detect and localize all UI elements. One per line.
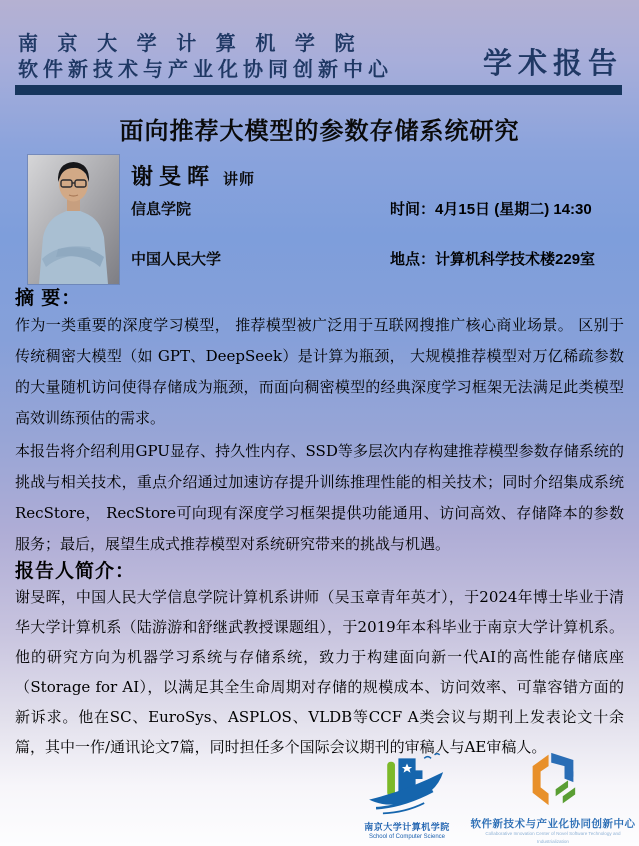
location-label: 地点： xyxy=(390,251,436,268)
nju-cs-logo-caption-cn: 南京大学计算机学院 xyxy=(364,822,450,832)
abstract-body xyxy=(15,310,624,562)
abstract-heading: 摘 要： xyxy=(15,288,82,309)
innovation-center-logo-caption-cn: 软件新技术与产业化协同创新中心 xyxy=(470,818,636,830)
abstract-paragraph-2: 本报告将介绍利用GPU显存、持久性内存、SSD等多层次内存构建推荐模型参数存储系统的挑战与相关技术，重点介绍通过加速访存提升训练推理性能的相关技术；同时介绍集成系统RecStore， RecStore可向现有深度学习框架提供功能通用、访问高效、存储降本的参数服务；最后，展望生成式推荐模型对系统研究带来的挑战与机遇。 xyxy=(15,442,624,553)
speaker-name: 谢旻晖 xyxy=(131,164,216,190)
talk-time xyxy=(390,198,592,219)
location-value: 计算机科学技术楼229室 xyxy=(435,251,596,268)
innovation-center-logo-caption-en: Collaborative Innovation Center of Novel Software Technology and Industrialization xyxy=(485,831,621,844)
time-label: 时间： xyxy=(390,201,436,218)
time-value: 4月15日 (星期二) 14:30 xyxy=(435,201,592,218)
poster-type-badge: 学术报告 xyxy=(482,48,623,80)
speaker-department: 信息学院 xyxy=(131,201,192,218)
speaker-job-title: 讲师 xyxy=(223,171,256,188)
speaker-photo xyxy=(28,155,119,284)
org-name-line1: 南 京 大 学 计 算 机 学 院 xyxy=(18,33,362,55)
bio-body: 谢旻晖，中国人民大学信息学院计算机系讲师（吴玉章青年英才），于2024年博士毕业于清华大学计算机系（陆游游和舒继武教授课题组），于2019年本科毕业于南京大学计算机系。他的研究方向为机器学习系统与存储系统，致力于构建面向新一代AI的高性能存储底座（Storage for AI），以满足其全生命周期对存储的规模成本、访问效率、可靠容错方面的新诉求。他在SC、EuroSys、ASPLOS、VLDB等CCF A类会议与期刊上发表论文十余篇，其中一作/通讯论文7篇，同时担任多个国际会议期刊的审稿人与AE审稿人。 xyxy=(15,588,624,756)
speaker-photo-graphic xyxy=(28,155,119,284)
nju-cs-logo-graphic xyxy=(364,753,450,817)
bio-heading: 报告人简介： xyxy=(15,561,136,582)
nju-cs-logo xyxy=(352,753,462,841)
speaker-name-row xyxy=(131,160,255,191)
innovation-center-logo-graphic xyxy=(522,752,584,814)
innovation-center-logo xyxy=(470,752,636,846)
header-divider xyxy=(15,85,622,95)
talk-location xyxy=(390,248,595,269)
speaker-university: 中国人民大学 xyxy=(131,251,222,268)
talk-title: 面向推荐大模型的参数存储系统研究 xyxy=(119,118,520,145)
abstract-paragraph-1: 作为一类重要的深度学习模型， 推荐模型被广泛用于互联网搜推广核心商业场景。 区别于传统稠密大模型（如 GPT、DeepSeek）是计算为瓶颈， 大规模推荐模型对万亿稀疏参数的大量随机访问使得存储成为瓶颈，而面向稠密模型的经典深度学习框架无法满足此类模型高效训练预估的需求。 xyxy=(15,316,624,427)
org-name-line2: 软件新技术与产业化协同创新中心 xyxy=(18,59,393,81)
nju-cs-logo-caption-en: School of Computer Science xyxy=(368,834,446,840)
